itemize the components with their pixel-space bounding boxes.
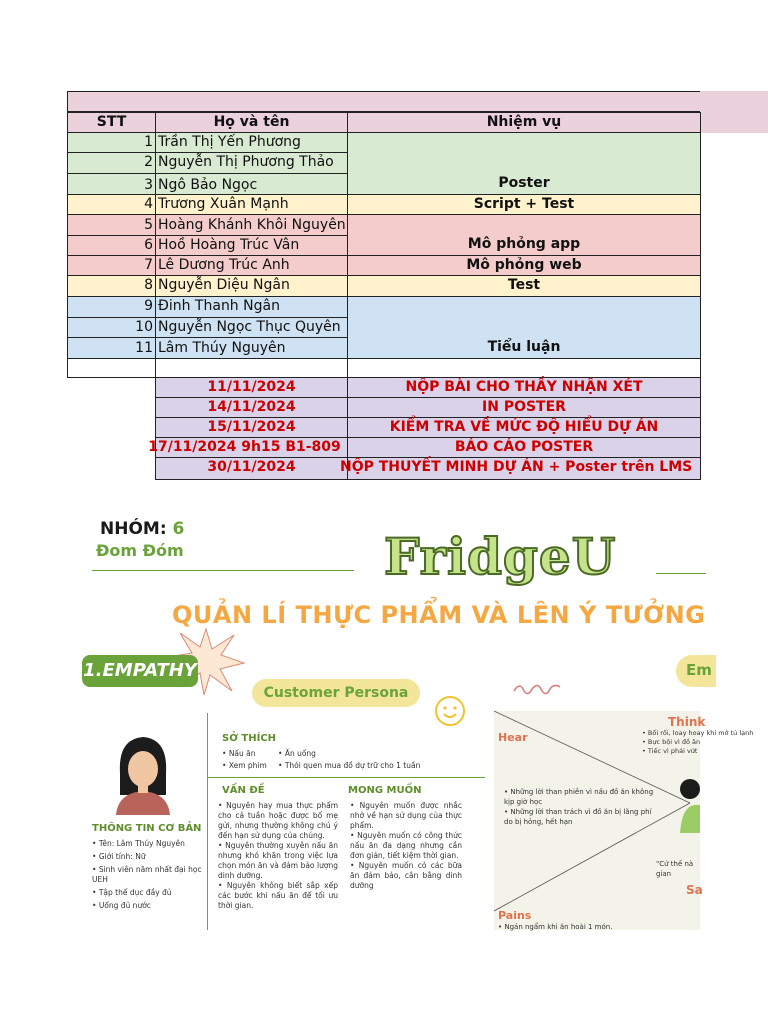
hobby-item: • Thói quen mua đồ dự trữ cho 1 tuần	[278, 761, 421, 770]
name-cell: Nguyễn Thị Phương Thảo	[155, 152, 348, 174]
persona-divider-v	[207, 713, 208, 930]
name-cell: Nguyễn Ngọc Thục Quyên	[155, 317, 348, 338]
header-name: Họ và tên	[155, 112, 348, 133]
info-text: Sinh viên năm nhất đại học UEH	[92, 865, 202, 884]
task-cell-essay	[347, 296, 701, 359]
info-item: • Uống đủ nước	[92, 901, 151, 910]
task-cell-script: Script + Test	[347, 194, 701, 215]
task-cell-test: Test	[347, 275, 701, 297]
task-label: Poster	[498, 175, 550, 191]
name-cell: Trần Thị Yến Phương	[155, 132, 348, 153]
stt-cell: 3	[67, 173, 156, 195]
deadline-date: 11/11/2024	[155, 377, 348, 398]
info-text: Tên: Lâm Thúy Nguyên	[98, 839, 185, 848]
problem-text: Nguyên không biết sắp xếp các bước khi nấu ăn để tối ưu thời gian.	[218, 881, 338, 910]
info-item: • Giới tính: Nữ	[92, 852, 146, 861]
stt-cell: 11	[67, 337, 156, 359]
hobby-text: Ăn uống	[284, 749, 316, 758]
problem-item: • Nguyên hay mua thực phẩm cho cả tuần hoặc được bố mẹ gửi, nhưng thường không chú ý đến hạn sử dụng của chúng.	[218, 801, 339, 840]
info-text: Uống đủ nước	[98, 901, 151, 910]
deadline-task: KIỂM TRA VỀ MỨC ĐỘ HIỂU DỰ ÁN	[347, 417, 701, 438]
hobby-title: SỞ THÍCH	[222, 733, 277, 744]
wish-text: Nguyên muốn có công thức nấu ăn đa dạng nhưng cần đơn giản, tiết kiệm thời gian.	[350, 831, 462, 860]
name-cell: Ngô Bảo Ngọc	[155, 173, 348, 195]
wish-text: Nguyên muốn được nhắc nhở về hạn sử dụng của thực phẩm.	[350, 801, 462, 830]
problem-title: VẤN ĐỀ	[222, 785, 265, 796]
stt-cell: 8	[67, 275, 156, 297]
info-item: • Sinh viên năm nhất đại học UEH	[92, 865, 202, 884]
hear-title: Hear	[498, 731, 528, 744]
hear-item: • Những lời than trách vì đồ ăn bị lãng phí do bị hỏng, hết hạn	[504, 808, 652, 826]
think-title: Think	[668, 715, 706, 729]
group-name: Đom Đóm	[96, 541, 184, 560]
hear-item: • Những lời than phiền vì nấu đồ ăn không kịp giờ học	[504, 788, 654, 806]
hobby-text: Xem phim	[228, 761, 267, 770]
task-cell-app	[347, 214, 701, 256]
hobby-text: Thói quen mua đồ dự trữ cho 1 tuần	[284, 761, 421, 770]
problem-list	[218, 801, 338, 911]
empathy-map-badge	[676, 655, 716, 687]
info-title: THÔNG TIN CƠ BẢN	[92, 823, 202, 834]
hobby-text: Nấu ăn	[228, 749, 256, 758]
hear-list	[504, 787, 654, 827]
task-label: Mô phỏng app	[467, 236, 581, 252]
name-cell: Hoàng Khánh Khôi Nguyên	[155, 214, 348, 236]
deadline-task: NỘP THUYẾT MINH DỰ ÁN + Poster trên LMS	[347, 457, 701, 480]
stt-cell: 2	[67, 152, 156, 174]
wish-title: MONG MUỐN	[348, 785, 422, 796]
task-label: Tiểu luận	[487, 339, 561, 355]
think-item: • Bối rối, loay hoay khi mở tủ lạnh	[642, 729, 754, 737]
wish-list	[350, 801, 462, 891]
title-row	[67, 91, 701, 112]
problem-text: Nguyên thường xuyên nấu ăn nhưng khó khăn trong việc lựa chọn món ăn và đảm bảo lượng dinh dưỡng.	[218, 841, 338, 880]
empathy-map	[494, 711, 754, 931]
wish-item: • Nguyên muốn có công thức nấu ăn đa dạng nhưng cần đơn giản, tiết kiệm thời gian.	[350, 831, 462, 860]
info-list	[92, 839, 204, 911]
name-cell: Lâm Thúy Nguyên	[155, 337, 348, 359]
hobby-item: • Nấu ăn	[222, 749, 256, 758]
task-cell-web: Mô phỏng web	[347, 255, 701, 276]
say-title: Sa	[686, 883, 703, 897]
headline: QUẢN LÍ THỰC PHẨM VÀ LÊN Ý TƯỞNG	[172, 601, 706, 629]
squiggle-icon	[512, 681, 562, 697]
name-cell: Lê Dương Trúc Anh	[155, 255, 348, 276]
info-text: Tập thể dục đầy đủ	[98, 888, 172, 897]
hobby-item: • Xem phim	[222, 761, 267, 770]
pains-title: Pains	[498, 909, 532, 922]
title-row-overflow	[700, 91, 768, 133]
deadline-task: BÁO CÁO POSTER	[347, 437, 701, 458]
group-label-line	[100, 519, 184, 539]
name-cell: Trương Xuân Mạnh	[155, 194, 348, 215]
wish-text: Nguyên muốn có các bữa ăn đảm bảo, cân bằng dinh dưỡng	[350, 861, 462, 890]
persona-divider-h	[207, 777, 485, 778]
group-label: NHÓM:	[100, 519, 167, 539]
stt-cell: 5	[67, 214, 156, 236]
problem-text: Nguyên hay mua thực phẩm cho cả tuần hoặc được bố mẹ gửi, nhưng thường không chú ý đến hạn sử dụng của chúng.	[218, 801, 339, 840]
empathy-badge: 1.EMPATHY	[82, 655, 198, 687]
fridgeu-logo: FridgeU	[384, 527, 617, 586]
deadline-date: 30/11/2024	[155, 457, 348, 480]
avatar	[110, 733, 176, 815]
deadline-task: NỘP BÀI CHO THẦY NHẬN XÉT	[347, 377, 701, 398]
header-task: Nhiệm vụ	[347, 112, 701, 133]
empathy-map-badge-text: Em	[686, 661, 712, 679]
think-list	[642, 729, 754, 756]
hear-text: Những lời than trách vì đồ ăn bị lãng phí do bị hỏng, hết hạn	[504, 808, 652, 826]
divider-right	[656, 573, 706, 574]
blank-row	[67, 358, 156, 378]
think-text: Tiếc vì phải vứt	[647, 747, 698, 755]
hobby-item: • Ăn uống	[278, 749, 316, 758]
person-illustration	[674, 773, 700, 833]
info-text: Giới tính: Nữ	[98, 852, 146, 861]
stt-cell: 10	[67, 317, 156, 338]
blank-row	[347, 358, 701, 378]
persona-title: Customer Persona	[252, 679, 420, 707]
think-text: Bối rối, loay hoay khi mở tủ lạnh	[647, 729, 754, 737]
wish-item: • Nguyên muốn có các bữa ăn đảm bảo, cân bằng dinh dưỡng	[350, 861, 462, 890]
wish-item: • Nguyên muốn được nhắc nhở về hạn sử dụng của thực phẩm.	[350, 801, 462, 830]
deadline-task: IN POSTER	[347, 397, 701, 418]
poster	[70, 505, 754, 931]
stt-cell: 6	[67, 235, 156, 256]
info-item: • Tập thể dục đầy đủ	[92, 888, 172, 897]
pains-text: Ngán ngẩm khi ăn hoài 1 món.	[504, 923, 613, 931]
deadline-date: 15/11/2024	[155, 417, 348, 438]
header-stt: STT	[67, 112, 156, 133]
think-item: • Bực bội vì đồ ăn	[642, 738, 701, 746]
deadline-date: 17/11/2024 9h15 B1-809	[155, 437, 348, 458]
stt-cell: 9	[67, 296, 156, 318]
name-cell: Hoồ Hoàng Trúc Vân	[155, 235, 348, 256]
hear-text: Những lời than phiền vì nấu đồ ăn không kịp giờ học	[504, 788, 654, 806]
think-item: • Tiếc vì phải vứt	[642, 747, 698, 755]
info-item: • Tên: Lâm Thúy Nguyên	[92, 839, 185, 848]
task-cell-poster	[347, 132, 701, 195]
name-cell: Đinh Thanh Ngân	[155, 296, 348, 318]
stt-cell: 1	[67, 132, 156, 153]
quote: "Cứ thế nà gian	[656, 860, 694, 878]
smiley-icon	[434, 695, 466, 727]
divider-left	[92, 570, 354, 571]
think-text: Bực bội vì đồ ăn	[647, 738, 701, 746]
stt-cell: 4	[67, 194, 156, 215]
deadline-date: 14/11/2024	[155, 397, 348, 418]
pains-item: • Ngán ngẩm khi ăn hoài 1 món.	[498, 923, 613, 931]
name-cell: Nguyễn Diệu Ngân	[155, 275, 348, 297]
group-number: 6	[172, 519, 185, 539]
problem-item: • Nguyên không biết sắp xếp các bước khi nấu ăn để tối ưu thời gian.	[218, 881, 338, 910]
blank-row	[155, 358, 348, 378]
problem-item: • Nguyên thường xuyên nấu ăn nhưng khó khăn trong việc lựa chọn món ăn và đảm bảo lượng dinh dưỡng.	[218, 841, 338, 880]
stt-cell: 7	[67, 255, 156, 276]
